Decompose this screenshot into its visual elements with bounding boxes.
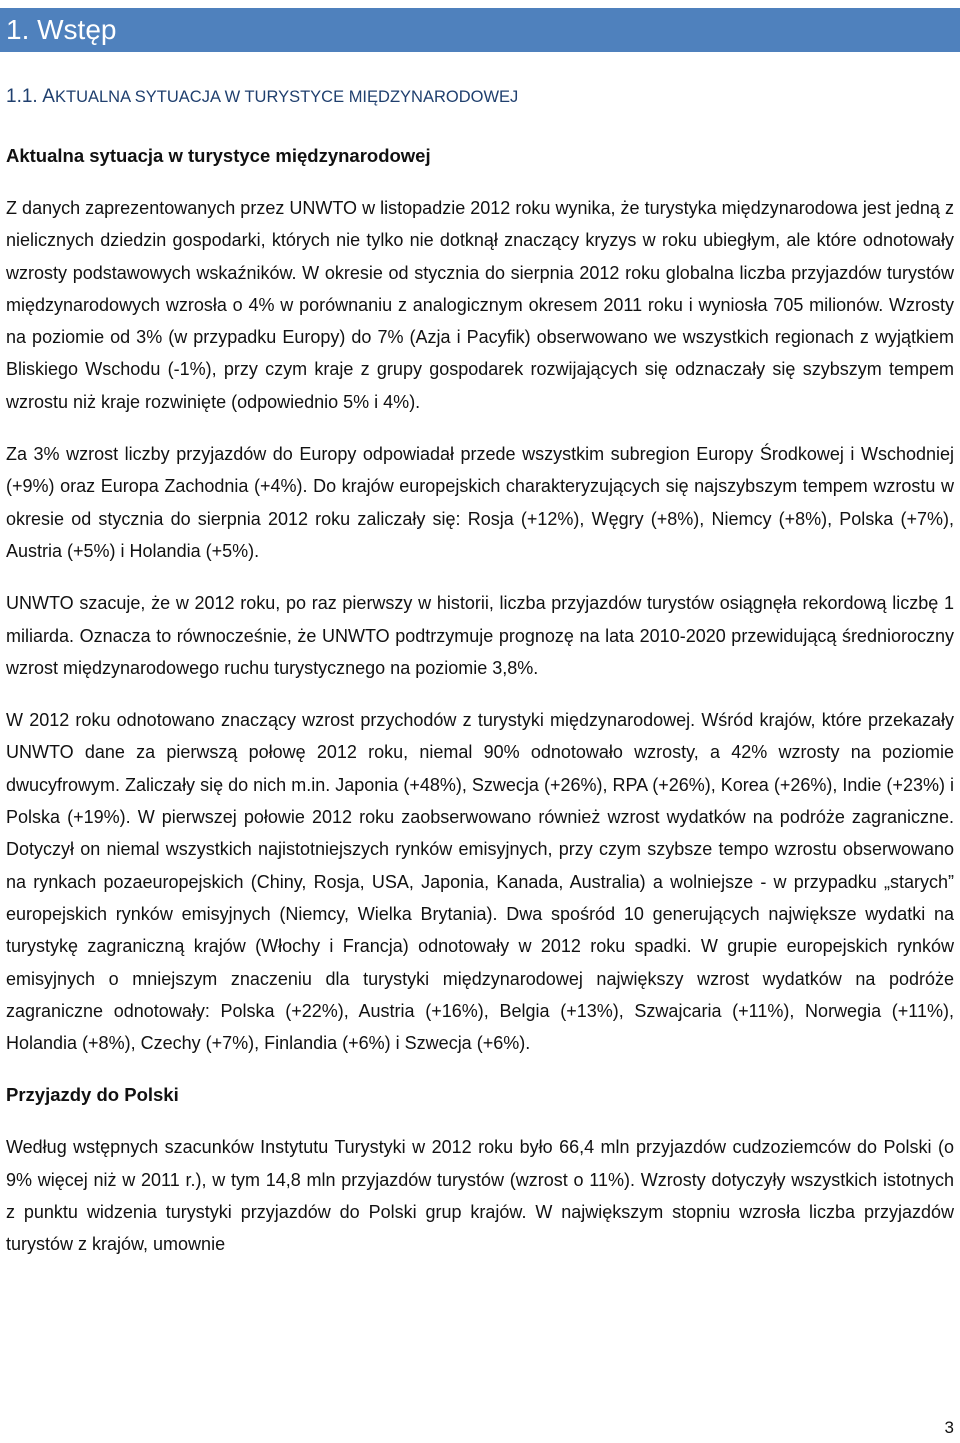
subheading-arrivals-poland: Przyjazdy do Polski: [6, 1084, 179, 1106]
paragraph-1: Z danych zaprezentowanych przez UNWTO w listopadzie 2012 roku wynika, że turystyka międzynarodowa jest jedną z nielicznych dziedzin gospodarki, których nie tylko nie dotknął znaczący kryzys w roku ubiegłym, ale które odnotowały wzrosty podstawowych wskaźników. W okresie od stycznia do sierpnia 2012 roku globalna liczba przyjazdów turystów międzynarodowych wzrosła o 4% w porównaniu z analogicznym okresem 2011 roku i wyniosła 705 milionów. Wzrosty na poziomie od 3% (w przypadku Europy) do 7% (Azja i Pacyfik) obserwowano we wszystkich regionach z wyjątkiem Bliskiego Wschodu (-1%), przy czym kraje z grupy gospodarek rozwijających się odznaczały się szybszym tempem wzrostu niż kraje rozwinięte (odpowiednio 5% i 4%).: [6, 198, 954, 412]
section-title-first-letter: A: [42, 86, 55, 107]
body-content: [6, 140, 954, 1281]
chapter-heading: [0, 8, 960, 52]
section-heading: [6, 86, 518, 108]
paragraph-5: Według wstępnych szacunków Instytutu Turystyki w 2012 roku było 66,4 mln przyjazdów cudzoziemców do Polski (o 9% więcej niż w 2011 r.), w tym 14,8 mln przyjazdów turystów (wzrost o 11%). Wzrosty dotyczyły wszystkich istotnych z punktu widzenia turystyki przyjazdów do Polski grup krajów. W największym stopniu wzrosła liczba przyjazdów turystów z krajów, umownie: [6, 1137, 954, 1255]
chapter-title: 1. Wstęp: [6, 14, 117, 45]
paragraph-3: UNWTO szacuje, że w 2012 roku, po raz pierwszy w historii, liczba przyjazdów turystów osiągnęła rekordową liczbę 1 miliarda. Oznacza to równocześnie, że UNWTO podtrzymuje prognozę na lata 2010-2020 przewidującą średnioroczny wzrost międzynarodowego ruchu turystycznego na poziomie 3,8%.: [6, 593, 954, 678]
section-title-rest: KTUALNA SYTUACJA W TURYSTYCE MIĘDZYNARODOWEJ: [54, 88, 519, 106]
paragraph-4: W 2012 roku odnotowano znaczący wzrost przychodów z turystyki międzynarodowej. Wśród krajów, które przekazały UNWTO dane za pierwszą połowę 2012 roku, niemal 90% odnotowało wzrosty, a 42% wzrosty na poziomie dwucyfrowym. Zaliczały się do nich m.in. Japonia (+48%), Szwecja (+26%), RPA (+26%), Korea (+26%), Indie (+23%) i Polska (+19%). W pierwszej połowie 2012 roku zaobserwowano również wzrost wydatków na podróże zagraniczne. Dotyczył on niemal wszystkich najistotniejszych rynków emisyjnych, przy czym szybsze tempo wzrostu obserwowano na rynkach pozaeuropejskich (Chiny, Rosja, USA, Japonia, Kanada, Australia) a wolniejsze - w przypadku „starych” europejskich rynków emisyjnych (Niemcy, Wielka Brytania). Dwa spośród 10 generujących największe wydatki na turystykę zagraniczną krajów (Włochy i Francja) odnotowały w 2012 roku spadki. W grupie europejskich rynków emisyjnych o mniejszym znaczeniu dla turystyki międzynarodowej największy wzrost wydatków na podróże zagraniczne odnotowały: Polska (+22%), Austria (+16%), Belgia (+13%), Szwajcaria (+11%), Norwegia (+11%), Holandia (+8%), Czechy (+7%), Finlandia (+6%) i Szwecja (+6%).: [6, 710, 954, 1054]
paragraph-2: Za 3% wzrost liczby przyjazdów do Europy odpowiadał przede wszystkim subregion Europy Środkowej i Wschodniej (+9%) oraz Europa Zachodnia (+4%). Do krajów europejskich charakteryzujących się najszybszym tempem wzrostu w okresie od stycznia do sierpnia 2012 roku zaliczały się: Rosja (+12%), Węgry (+8%), Niemcy (+8%), Polska (+7%), Austria (+5%) i Holandia (+5%).: [6, 444, 954, 561]
subheading-international-tourism: Aktualna sytuacja w turystyce międzynarodowej: [6, 145, 431, 166]
page-number: 3: [944, 1418, 954, 1437]
section-number: 1.1.: [6, 86, 38, 107]
